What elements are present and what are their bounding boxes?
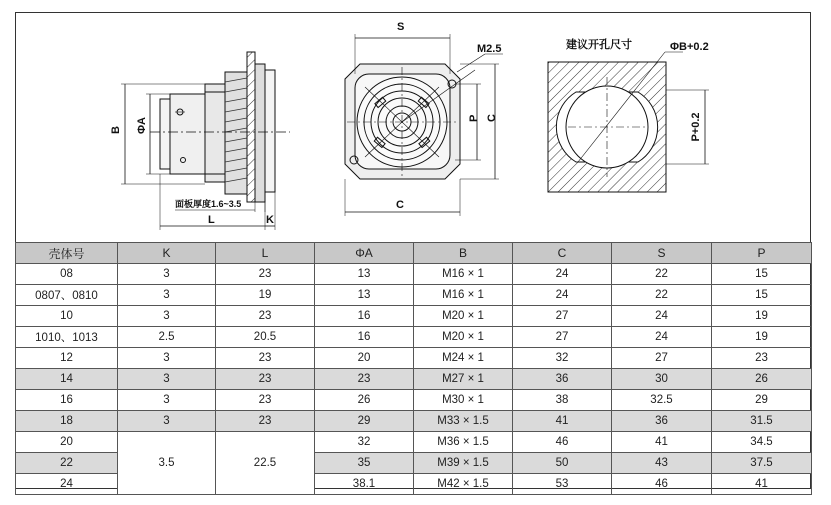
cell-a: 23 [315,369,414,390]
cell-a: 20 [315,348,414,369]
header-cell: ΦA [315,243,414,264]
table-row [16,264,812,285]
dim-label-b: B [110,126,122,134]
cell-s: 46 [612,474,712,495]
cell-s: 27 [612,348,712,369]
technical-drawing [15,12,811,242]
cell-s: 22 [612,285,712,306]
cell-k-merged: 3.5 [118,432,216,495]
cell-s: 30 [612,369,712,390]
cell-k: 3 [118,348,216,369]
cell-shell: 14 [16,369,118,390]
cell-p: 41 [712,474,812,495]
cell-k: 3 [118,285,216,306]
cell-b: M39 × 1.5 [414,453,513,474]
cell-b: M36 × 1.5 [414,432,513,453]
table-row [16,285,812,306]
cutout-view [548,52,709,192]
dim-label-c-right: C [486,114,498,122]
cell-k: 3 [118,390,216,411]
cell-l-merged: 22.5 [216,432,315,495]
cell-p: 29 [712,390,812,411]
dim-label-c-bottom: C [396,199,404,211]
cell-p: 26 [712,369,812,390]
cell-p: 15 [712,285,812,306]
cell-c: 27 [513,306,612,327]
cell-shell: 12 [16,348,118,369]
cell-b: M20 × 1 [414,327,513,348]
table-row [16,411,812,432]
cell-s: 24 [612,327,712,348]
cell-b: M27 × 1 [414,369,513,390]
cell-c: 36 [513,369,612,390]
dim-label-l: L [208,214,215,226]
cell-s: 22 [612,264,712,285]
cell-l: 20.5 [216,327,315,348]
cell-s: 36 [612,411,712,432]
dim-label-s: S [397,21,405,33]
cell-c: 50 [513,453,612,474]
cell-p: 19 [712,327,812,348]
cell-a: 13 [315,264,414,285]
spec-table [15,242,812,495]
cell-c: 46 [513,432,612,453]
cell-c: 24 [513,264,612,285]
header-cell: 壳体号 [16,243,118,264]
header-cell: S [612,243,712,264]
cell-l: 23 [216,348,315,369]
cell-shell: 16 [16,390,118,411]
cell-shell: 22 [16,453,118,474]
header-cell: P [712,243,812,264]
cell-k: 3 [118,369,216,390]
cell-a: 13 [315,285,414,306]
header-cell: L [216,243,315,264]
cell-shell: 10 [16,306,118,327]
cell-c: 41 [513,411,612,432]
cell-shell: 0807、0810 [16,285,118,306]
cell-k: 3 [118,306,216,327]
cell-c: 32 [513,348,612,369]
header-cell: C [513,243,612,264]
cell-p: 31.5 [712,411,812,432]
cell-p: 23 [712,348,812,369]
dim-label-phib: ΦB+0.2 [670,41,709,53]
table-row [16,306,812,327]
cell-shell: 18 [16,411,118,432]
cell-c: 53 [513,474,612,495]
dim-label-phia: ΦA [136,117,148,134]
cell-s: 41 [612,432,712,453]
cell-k: 3 [118,264,216,285]
cell-k: 3 [118,411,216,432]
cell-p: 34.5 [712,432,812,453]
cell-s: 43 [612,453,712,474]
cell-l: 23 [216,390,315,411]
table-row [16,432,812,453]
table-row [16,390,812,411]
dim-label-k: K [266,214,274,226]
cell-shell: 20 [16,432,118,453]
cell-k: 2.5 [118,327,216,348]
dim-label-p02: P+0.2 [690,112,702,142]
table-row [16,369,812,390]
header-cell: B [414,243,513,264]
cell-b: M16 × 1 [414,264,513,285]
cutout-title: 建议开孔尺寸 [566,39,632,51]
cell-l: 23 [216,264,315,285]
cell-s: 24 [612,306,712,327]
front-view [345,34,503,216]
cell-b: M20 × 1 [414,306,513,327]
cell-shell: 24 [16,474,118,495]
table-header-row [16,243,812,264]
cell-c: 24 [513,285,612,306]
cell-p: 15 [712,264,812,285]
cell-l: 19 [216,285,315,306]
cell-l: 23 [216,411,315,432]
header-cell: K [118,243,216,264]
cell-c: 38 [513,390,612,411]
cell-a: 38.1 [315,474,414,495]
dim-label-p: P [468,114,480,122]
cell-l: 23 [216,306,315,327]
table-row [16,348,812,369]
cell-a: 16 [315,306,414,327]
cell-a: 35 [315,453,414,474]
table-row [16,327,812,348]
cell-shell: 1010、1013 [16,327,118,348]
cell-b: M30 × 1 [414,390,513,411]
cell-a: 29 [315,411,414,432]
cell-a: 26 [315,390,414,411]
panel-thickness-label: 面板厚度1.6~3.5 [175,199,242,209]
cell-b: M42 × 1.5 [414,474,513,495]
cell-p: 19 [712,306,812,327]
cell-l: 23 [216,369,315,390]
cell-c: 27 [513,327,612,348]
cell-b: M24 × 1 [414,348,513,369]
cell-a: 32 [315,432,414,453]
cell-p: 37.5 [712,453,812,474]
dim-label-m25: M2.5 [477,43,502,55]
cell-b: M16 × 1 [414,285,513,306]
cell-b: M33 × 1.5 [414,411,513,432]
cell-s: 32.5 [612,390,712,411]
cell-a: 16 [315,327,414,348]
cell-shell: 08 [16,264,118,285]
